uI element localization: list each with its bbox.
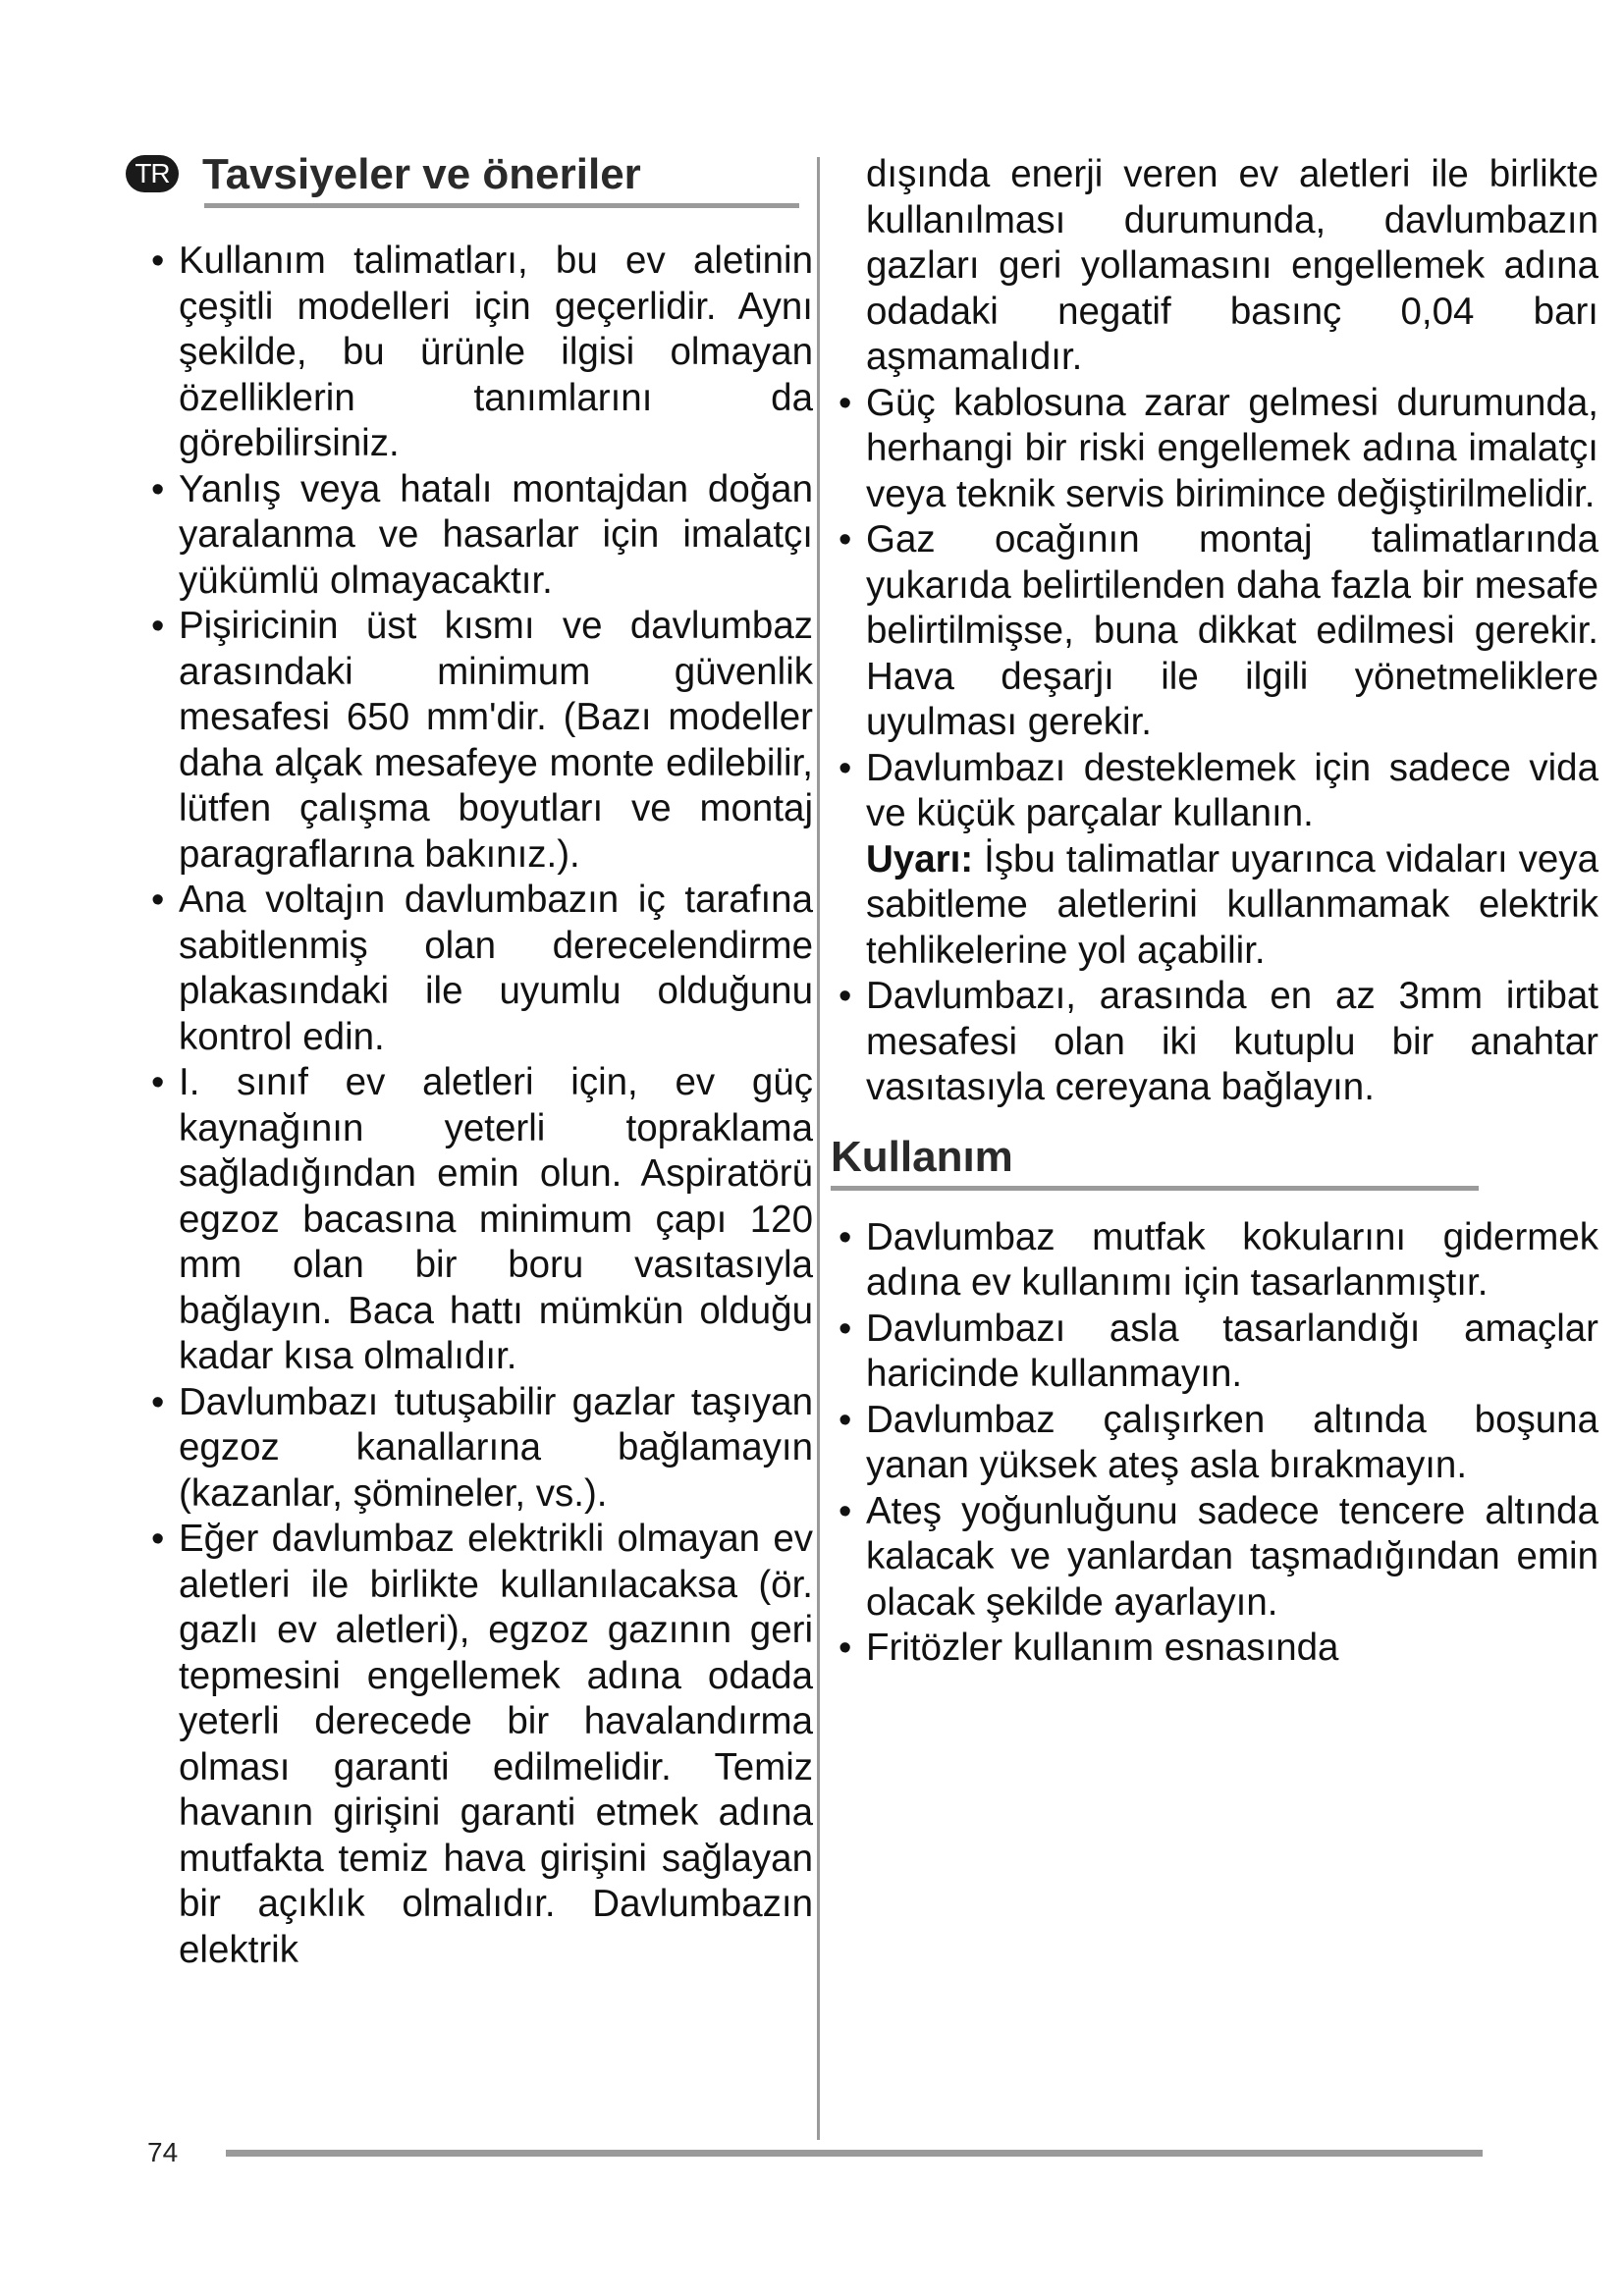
warning-label: Uyarı: [866,837,974,881]
page-number: 74 [147,2137,179,2167]
right-column [833,152,1598,1672]
usage-title: Kullanım [831,1132,1013,1181]
language-badge: TR [126,155,179,192]
bullet-icon: • [151,1381,165,1423]
bullet-icon: • [839,382,852,424]
list-item: • Ateş yoğunluğunu sadece tencere altında kalacak ve yanlardan taşmadığından emin olacak şekilde ayarlayın. [839,1489,1598,1624]
list-item: • Davlumbazı asla tasarlandığı amaçlar haricinde kullanmayın. [839,1307,1598,1395]
warning-paragraph [833,837,1598,975]
bullet-icon: • [151,240,165,282]
heading-rule [204,203,799,208]
list-item: • Davlumbaz çalışırken altında boşuna yanan yüksek ateş asla bırakmayın. [839,1398,1598,1486]
bullet-icon: • [839,747,852,789]
bullet-icon: • [839,1399,852,1441]
bullet-icon: • [839,1216,852,1258]
bullet-icon: • [839,976,852,1017]
advice-list-final [833,974,1598,1111]
advice-list [145,239,813,1973]
bullet-icon: • [839,1308,852,1350]
list-item: • Pişiricinin üst kısmı ve davlumbaz arasındaki minimum güvenlik mesafesi 650 mm'dir. (Bazı modeller daha alçak mesafeye monte edilebilir, lütfen çalışma boyutları ve montaj paragraflarına bakınız.). [151,605,813,876]
list-item: • Gaz ocağının montaj talimatlarında yukarıda belirtilenden daha fazla bir mesafe belirtilmişse, buna dikkat edilmesi gerekir. Hava deşarjı ile ilgili yönetmeliklere uyulması gerekir. [839,518,1598,743]
usage-list [833,1215,1598,1672]
usage-heading [831,1129,1598,1194]
list-item: • Yanlış veya hatalı montajdan doğan yaralanma ve hasarlar için imalatçı yükümlü olmayacaktır. [151,467,813,602]
list-item: • Güç kablosuna zarar gelmesi durumunda, herhangi bir riski engellemek adına imalatçı veya teknik servis birimince değiştirilmelidir. [839,381,1598,515]
bullet-icon: • [839,1490,852,1532]
advice-heading [135,150,813,213]
list-item: • I. sınıf ev aletleri için, ev güç kaynağının yeterli topraklama sağladığından emin olun. Aspiratörü egzoz bacasına minimum çapı 120 mm olan bir boru vasıtasıyla bağlayın. Baca hattı mümkün olduğu kadar kısa olmalıdır. [151,1061,813,1377]
list-item: • Kullanım talimatları, bu ev aletinin çeşitli modelleri için geçerlidir. Aynı şekilde, bu ürünle ilgisi olmayan özelliklerin tanımlarını da görebilirsiniz. [151,240,813,464]
continuation-text: dışında enerji veren ev aletleri ile birlikte kullanılması durumunda, davlumbazın gazları geri yollamasını engellemek adına odadaki negatif basınç 0,04 barı aşmamalıdır. [866,153,1598,378]
list-item: • Davlumbazı desteklemek için sadece vida ve küçük parçalar kullanın. [839,746,1598,834]
heading-rule [831,1186,1479,1191]
list-item: • Fritözler kullanım esnasında [833,1626,1598,1672]
bullet-icon: • [151,606,165,647]
footer-rule [226,2150,1483,2157]
list-item: • Davlumbazı tutuşabilir gazlar taşıyan egzoz kanallarına bağlamayın (kazanlar, şömineler, vs.). [151,1380,813,1515]
bullet-icon: • [839,1628,852,1669]
left-column [135,150,813,1973]
bullet-icon: • [839,519,852,561]
bullet-icon: • [151,880,165,921]
bullet-icon: • [151,1519,165,1560]
column-divider [817,157,820,2140]
advice-title: Tavsiyeler ve öneriler [202,150,641,198]
list-item: • Davlumbazı, arasında en az 3mm irtibat mesafesi olan iki kutuplu bir anahtar vasıtasıyla cereyana bağlayın. [839,975,1598,1108]
bullet-icon: • [151,468,165,510]
warning-text: İşbu talimatlar uyarınca vidaları veya sabitleme aletlerini kullanmamak elektrik tehlikelerine yol açabilir. [866,837,1598,972]
bullet-icon: • [151,1062,165,1103]
list-item: • Ana voltajın davlumbazın iç tarafına sabitlenmiş olan derecelendirme plakasındaki ile uyumlu olduğunu kontrol edin. [151,879,813,1058]
list-item: • Eğer davlumbaz elektrikli olmayan ev aletleri ile birlikte kullanılacaksa (ör. gazlı ev aletleri), egzoz gazının geri tepmesini engellemek adına odada yeterli derecede bir havalandırma olması garanti edilmelidir. Temiz havanın girişini garanti etmek adına mutfakta temiz hava girişini sağlayan bir açıklık olmalıdır. Davlumbazın elektrik [151,1518,813,1971]
advice-list-continued [833,381,1598,837]
list-item: • Davlumbaz mutfak kokularını gidermek adına ev kullanımı için tasarlanmıştır. [839,1215,1598,1304]
